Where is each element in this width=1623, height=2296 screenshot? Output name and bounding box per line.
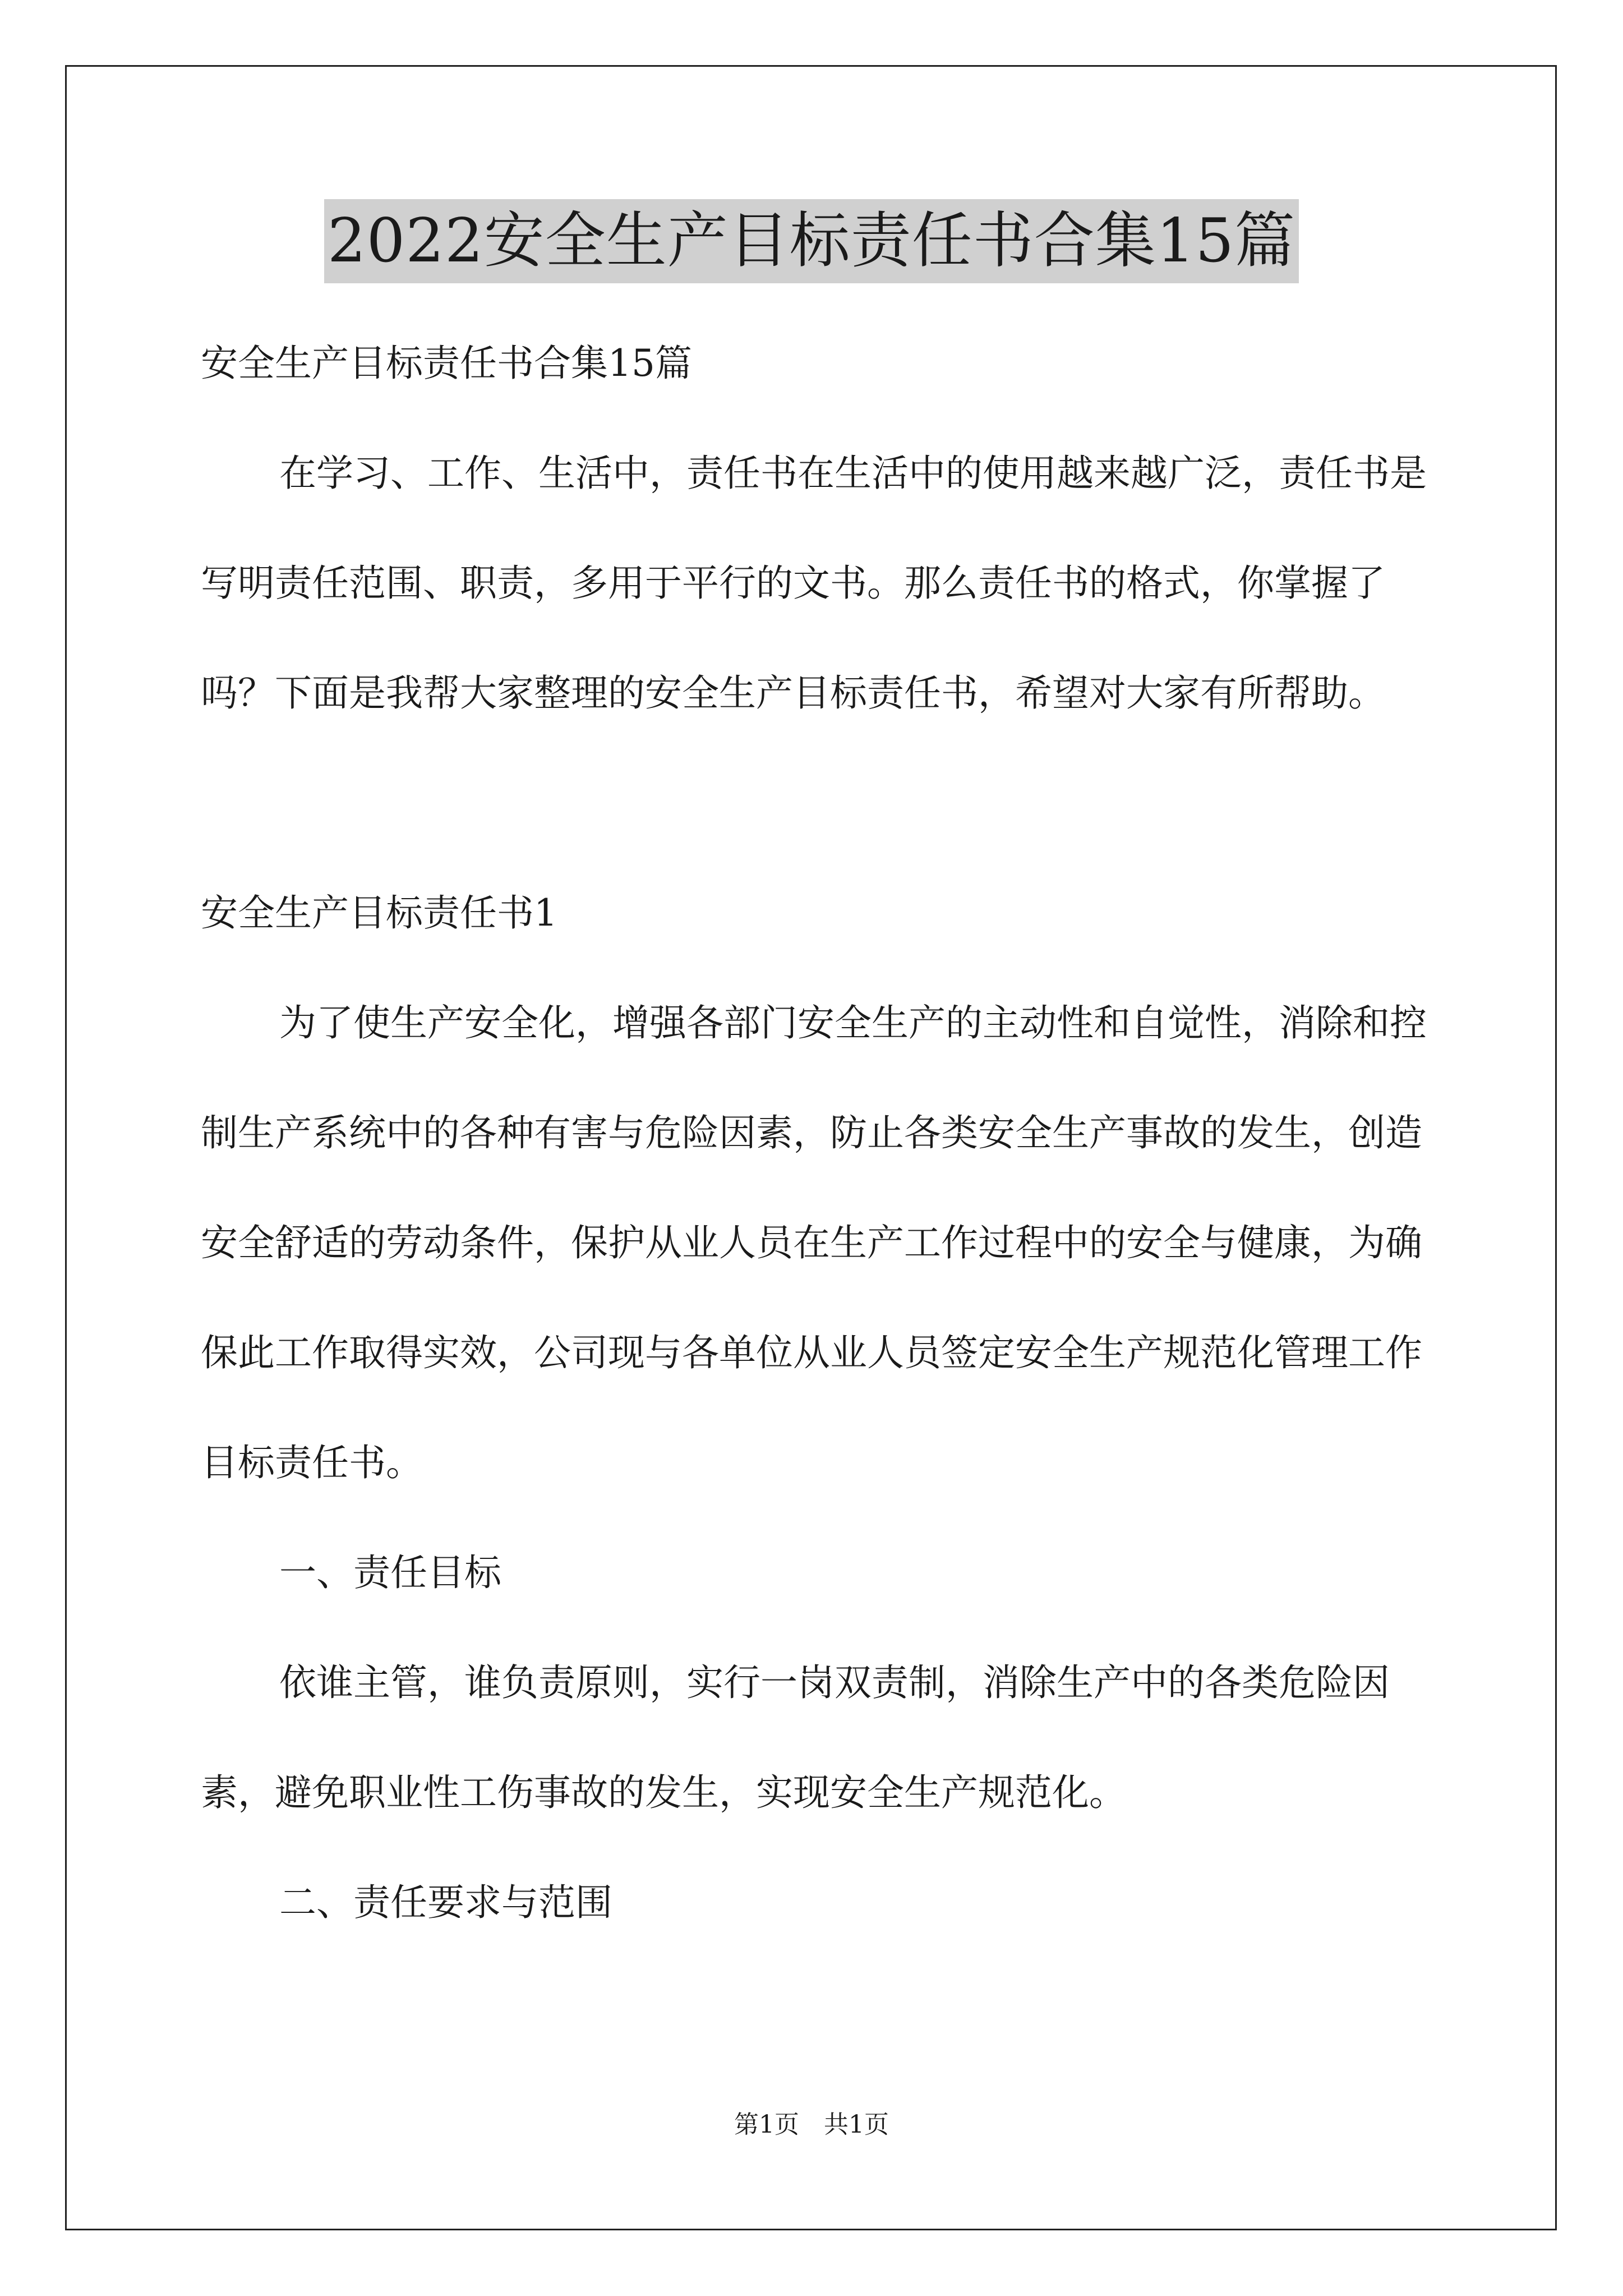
section-heading: 安全生产目标责任书1 — [201, 891, 557, 935]
document-body — [201, 309, 1435, 1958]
document-subtitle: 安全生产目标责任书合集15篇 — [201, 342, 692, 385]
section-paragraph: 为了使生产安全化，增强各部门安全生产的主动性和自觉性，消除和控制生产系统中的各种有害与危险因素，防止各类安全生产事故的发生，创造安全舒适的劳动条件，保护从业人员在生产工作过程中的安全与健康，为确保此工作取得实效，公司现与各单位从业人员签定安全生产规范化管理工作目标责任书。 — [201, 1001, 1427, 1484]
item-paragraph-responsibility-goal: 依谁主管，谁负责原则，实行一岗双责制，消除生产中的各类危险因素，避免职业性工伤事故的发生，实现安全生产规范化。 — [201, 1661, 1390, 1814]
intro-paragraph: 在学习、工作、生活中，责任书在生活中的使用越来越广泛，责任书是写明责任范围、职责，多用于平行的文书。那么责任书的格式，你掌握了吗？下面是我帮大家整理的安全生产目标责任书，希望对大家有所帮助。 — [201, 452, 1427, 715]
item-heading-requirements-scope: 二、责任要求与范围 — [279, 1881, 612, 1924]
title-container — [0, 199, 1623, 283]
document-title: 2022安全生产目标责任书合集15篇 — [324, 199, 1299, 283]
item-heading-responsibility-goal: 一、责任目标 — [279, 1551, 501, 1594]
page-footer: 第1页 共1页 — [734, 2110, 889, 2139]
